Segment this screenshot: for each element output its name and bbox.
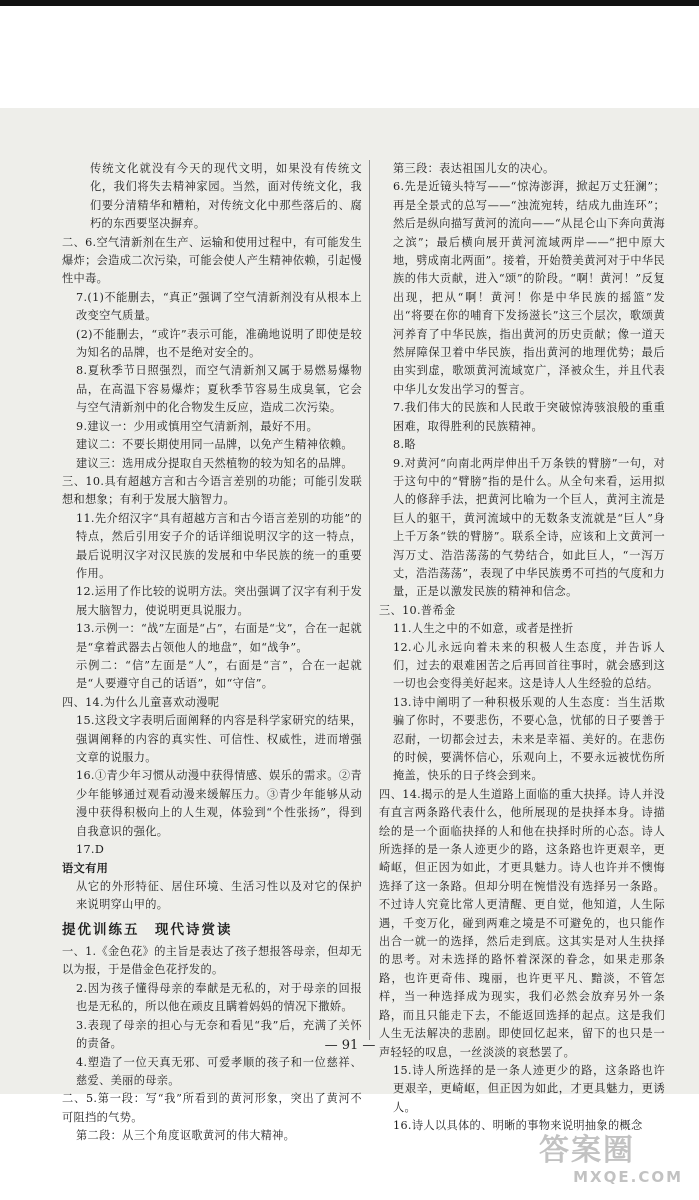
answer-paragraph: 7.(1)不能删去，“真正”强调了空气清新剂没有从根本上改变空气质量。 (76, 290, 362, 323)
answer-paragraph: 二、6.空气清新剂在生产、运输和使用过程中，有可能发生爆炸；会造成二次污染，可能会使人产生精神依赖，引起慢性中毒。 (62, 235, 362, 286)
answer-paragraph: 三、10.具有超越方言和古今语言差别的功能；可能引发联想和想象；有利于发展大脑智力。 (62, 474, 362, 507)
answer-paragraph: 建议三：选用成分提取自天然植物的较为知名的品牌。 (76, 456, 353, 470)
answer-paragraph: 示例二：“信”左面是“人”，右面是“言”，合在一起就是“人要遵守自己的话语”，如“守信”。 (76, 658, 362, 691)
answer-paragraph: 8.夏秋季节日照强烈，而空气清新剂又属于易燃易爆物品，在高温下容易爆炸；夏秋季节容易生成臭氧，它会与空气清新剂中的化合物发生反应，造成二次污染。 (76, 364, 362, 415)
answer-paragraph: 9.对黄河“向南北两岸伸出千万条铁的臂膀”一句，对于这句中的“臂膀”指的是什么。从全句来看，运用拟人的修辞手法，把黄河比喻为一个巨人，黄河主流是巨人的躯干，黄河流域中的无数条支流就是“巨人”身上千万条“铁的臂膀”。联系全诗，应该和上文黄河一泻万丈、浩浩荡荡的气势结合，如此巨人，“一泻万丈，浩浩荡荡”，表现了中华民族勇不可挡的气度和力量，正是以激发民族的精神和信念。 (393, 456, 665, 599)
watermark (539, 1134, 689, 1192)
watermark-logo-text: 答案圈 (539, 1133, 635, 1168)
answer-paragraph: 9.建议一：少用或慎用空气清新剂，最好不用。 (76, 419, 319, 433)
answer-paragraph: 语文有用 (62, 861, 109, 876)
answer-paragraph: 16.诗人以具体的、明晰的事物来说明抽象的概念 (393, 1119, 643, 1133)
answer-paragraph: 7.我们伟大的民族和人民敢于突破惊涛骇浪般的重重困难，取得胜利的民族精神。 (393, 401, 665, 433)
top-bar (0, 0, 699, 6)
answer-paragraph: 13.诗中阐明了一种积极乐观的人生态度：当生活欺骗了你时，不要悲伤，不要心急，忧郁的日子要善于忍耐，一切都会过去，未来是幸福、美好的。在悲伤的时候，要满怀信心，乐观向上，不要永远被忧伤所掩盖，快乐的日子终会到来。 (393, 695, 665, 783)
answer-paragraph: 15.这段文字表明后面阐释的内容是科学家研究的结果，强调阐释的内容的真实性、可信性、权威性，进而增强文章的说服力。 (76, 714, 362, 764)
watermark-domain: MXQE.COM (573, 1168, 683, 1186)
answer-paragraph: 8.略 (393, 438, 416, 452)
answer-paragraph: 11.人生之中的不如意，或者是挫折 (393, 622, 574, 636)
answer-paragraph: 建议二：不要长期使用同一品牌，以免产生精神依赖。 (76, 438, 353, 452)
answer-paragraph: 3.表现了母亲的担心与无奈和看见“我”后，充满了关怀的责备。 (76, 1018, 362, 1051)
answer-paragraph: 11.先介绍汉字“具有超越方言和古今语言差别的功能”的特点，然后引用安子介的话详细说明汉字的这一特点，最后说明汉字对汉民族的发展和中华民族的统一的重要作用。 (76, 511, 362, 580)
answer-paragraph: 二、5.第一段：写“我”所看到的黄河形象，突出了黄河不可阻挡的气势。 (62, 1092, 362, 1124)
answer-paragraph: 15.诗人所选择的是一条人迹更少的路，这条路也许更艰辛，更崎岖，但正因为如此，才更具魅力，更诱人。 (393, 1063, 665, 1114)
answer-paragraph: (2)不能删去，“或许”表示可能，准确地说明了即使是较为知名的品牌，也不是绝对安全的。 (76, 327, 362, 360)
answer-paragraph: 13.示例一：“战”左面是“占”，右面是“戈”，合在一起就是“拿着武器去占领他人的地盘”，如“战争”。 (76, 622, 363, 654)
page-number: — 91 — (324, 1038, 376, 1053)
answer-paragraph: 第二段：从三个角度讴歌黄河的伟大精神。 (76, 1129, 296, 1143)
answer-paragraph: 一、1.《金色花》的主旨是表达了孩子想报答母亲，但却无以为报，于是借金色花抒发的。 (62, 945, 362, 977)
right-column (379, 160, 665, 1136)
left-column (62, 160, 362, 1146)
answer-paragraph: 从它的外形特征、居住环境、生活习性以及对它的保护来说明穿山甲的。 (76, 879, 362, 912)
section-title: 提优训练五 现代诗赏读 (62, 921, 233, 938)
answer-paragraph: 16.①青少年习惯从动漫中获得情感、娱乐的需求。②青少年能够通过观看动漫来缓解压力。③青少年能够从动漫中获得积极向上的人生观，体验到“个性张扬”，得到自我意识的强化。 (76, 769, 362, 838)
answer-paragraph: 三、10.普希金 (379, 603, 456, 617)
answer-paragraph: 四、14.为什么儿童喜欢动漫呢 (62, 695, 220, 709)
answer-paragraph: 2.因为孩子懂得母亲的奉献是无私的，对于母亲的回报也是无私的，所以他在顽皮且瞒着妈妈的情况下撒娇。 (76, 981, 362, 1014)
answer-paragraph: 17.D (76, 843, 105, 857)
answer-paragraph: 12.运用了作比较的说明方法。突出强调了汉字有利于发展大脑智力，使说明更具说服力。 (76, 585, 362, 617)
answer-paragraph: 四、14.揭示的是人生道路上面临的重大抉择。诗人并没有直言两条路代表什么，他所展现的是抉择本身。诗描绘的是一个面临抉择的人和他在抉择时所的心态。诗人所选择的是一条人迹更少的路，这条路也许更艰辛，更崎岖，但正因为如此，才更具魅力。诗人也许并不懊悔选择了这一条路。但却分明在惋惜没有选择另一条路。不过诗人究竟比常人更清醒、更自觉，他知道，人生际遇，千变万化，碰到两难之境是不可避免的，也只能作出合一就一的选择，然后走到底。这其实是对人生抉择的思考。对未选择的路怀着深深的眷念，如果走那条路，也许更奇伟、瑰丽，也许更平凡、黯淡，不管怎样，当一种选择成为现实，我们必然会放弃另外一条路，而且只能走下去，不能返回选择的起点。这是我们人生无法解决的悲剧。即使回忆起来，留下的也只是一声轻轻的叹息，一丝淡淡的哀愁罢了。 (379, 787, 665, 1059)
answer-paragraph: 传统文化就没有今天的现代文明，如果没有传统文化，我们将失去精神家园。当然，面对传统文化，我们要分清精华和糟粕，对传统文化中那些落后的、腐朽的东西要坚决摒弃。 (90, 162, 362, 231)
answer-paragraph: 6.先是近镜头特写——“惊涛澎湃，掀起万丈狂澜”；再是全景式的总写——“浊流宛转，结成九曲连环”；然后是纵向描写黄河的流向——“从昆仑山下奔向黄海之滨”；最后横向展开黄河流域两岸——“把中原大地，劈成南北两面”。接着，开始赞美黄河对于中华民族的伟大贡献，进入“颂”的阶段。“啊！黄河！”反复出现，把从“啊！黄河！你是中华民族的摇篮”发出“将要在你的哺育下发扬滋长”这三个层次，歌颂黄河养育了中华民族，指出黄河的历史贡献；像一道天然屏障保卫着中华民族，指出黄河的地理优势；最后由实到虚，歌颂黄河流域宽广，泽被众生，并且代表中华儿女发出学习的誓言。 (393, 180, 665, 396)
answer-paragraph: 第三段：表达祖国儿女的决心。 (393, 162, 555, 175)
answer-paragraph: 4.塑造了一位天真无邪、可爱孝顺的孩子和一位慈祥、慈爱、美丽的母亲。 (76, 1055, 362, 1087)
column-divider (369, 160, 370, 1040)
answer-paragraph: 12.心儿永远向着未来的积极人生态度，并告诉人们，过去的艰难困苦之后再回首往事时，就会感到这一切也会变得美好起来。这是诗人人生经验的总结。 (393, 640, 665, 691)
